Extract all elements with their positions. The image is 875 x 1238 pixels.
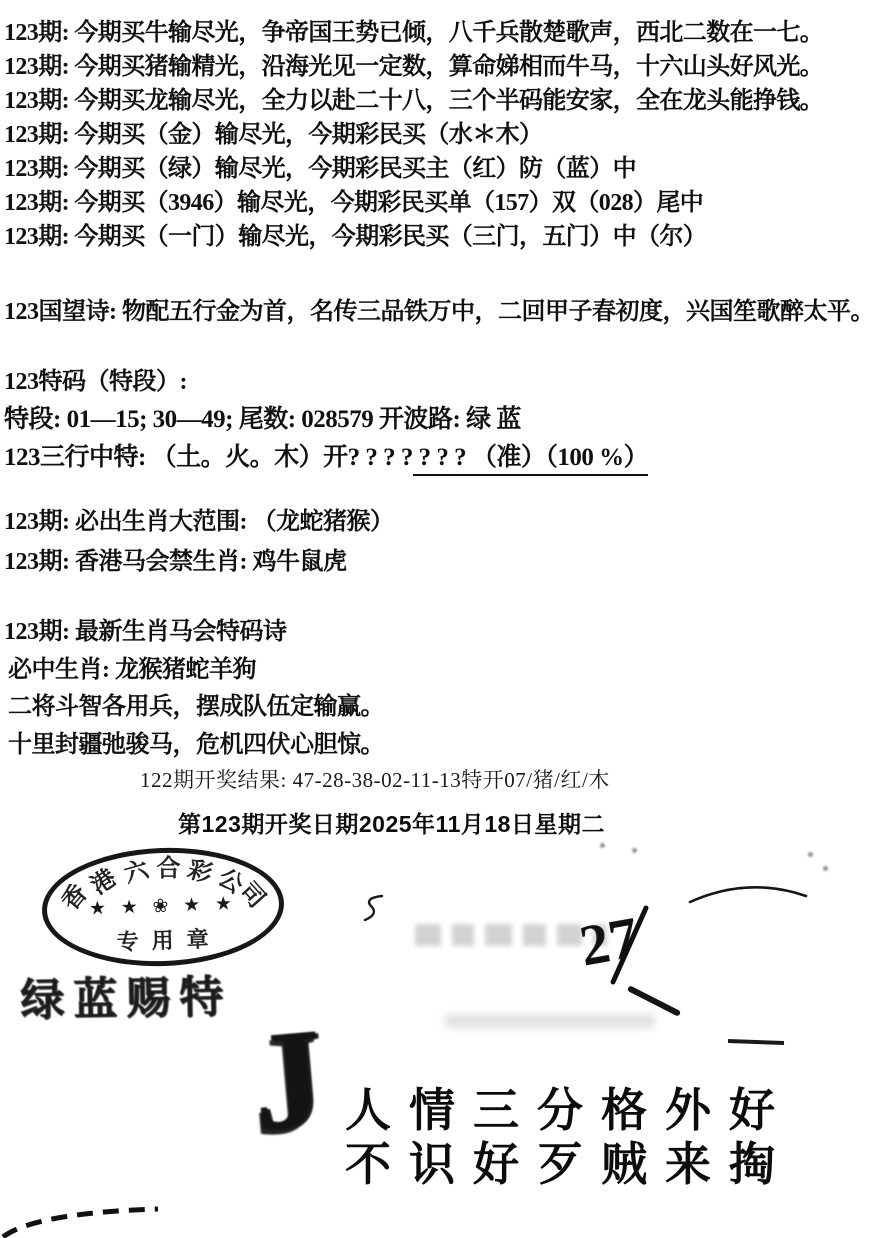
zodiac-poem-title: 123期: 最新生肖马会特码诗 <box>4 619 287 645</box>
ink-speck <box>632 848 637 853</box>
three-row-underlined: ? ? ? （准）（100 %） <box>413 444 648 476</box>
previous-draw-result: 122期开奖结果: 47-28-38-02-11-13特开07/猪/红/木 <box>140 768 610 792</box>
special-code-heading: 123特码（特段）: <box>4 369 187 395</box>
pen-arc-stroke <box>688 882 808 908</box>
ink-blot-j: J <box>245 997 330 1161</box>
ink-speck <box>600 843 605 848</box>
guowang-poem-line: 123国望诗: 物配五行金为首，名传三品铁万中，二回甲子春初度，兴国笙歌醉太平。 <box>4 299 874 325</box>
faded-char-blob <box>523 924 546 946</box>
horizontal-pen-stroke <box>728 1039 784 1045</box>
tip-line: 123期: 今期买牛输尽光，争帝国王势已倾，八千兵散楚歌声，西北二数在一七。 <box>4 20 824 46</box>
stamp-arc-char: 司 <box>234 877 271 914</box>
stamp-stars-flower-row: ★ ★ ❀ ★ ★ <box>88 893 238 920</box>
three-row-special-line <box>4 442 648 474</box>
tip-line: 123期: 今期买（3946）输尽光，今期彩民买单（157）双（028）尾中 <box>4 190 704 216</box>
tip-line: 123期: 今期买（一门）输尽光，今期彩民买（三门，五门）中（尔） <box>4 224 707 250</box>
stamp-arc-char: 合 <box>156 854 181 882</box>
zodiac-poem-line-2: 十里封疆弛骏马，危机四伏心胆惊。 <box>8 732 384 758</box>
ink-speck <box>808 852 813 857</box>
stamp-arc-char: 六 <box>121 856 152 889</box>
must-out-zodiac-line: 123期: 必出生肖大范围: （龙蛇猪猴） <box>4 509 394 535</box>
diagonal-pen-stroke <box>627 985 681 1017</box>
dashed-curve-stroke <box>0 1196 170 1238</box>
footer-slogan-line-1: 人情三分格外好 <box>345 1084 793 1136</box>
company-oval-stamp <box>40 844 286 970</box>
banned-zodiac-line: 123期: 香港马会禁生肖: 鸡牛鼠虎 <box>4 549 347 575</box>
faded-char-blob <box>452 924 474 946</box>
stamp-arc-char: 港 <box>86 864 122 901</box>
zodiac-poem-line-1: 二将斗智各用兵，摆成队伍定输赢。 <box>8 694 384 720</box>
faded-char-blob <box>415 924 441 946</box>
must-hit-zodiac-line: 必中生肖: 龙猴猪蛇羊狗 <box>8 657 256 683</box>
stamp-arc-char: 彩 <box>184 855 216 889</box>
tip-line: 123期: 今期买（金）输尽光，今期彩民买（水＊木） <box>4 122 543 148</box>
tip-line: 123期: 今期买猪输精光，沿海光见一定数，算命娣相而牛马，十六山头好风光。 <box>4 54 824 80</box>
special-segment-line: 特段: 01—15; 30—49; 尾数: 028579 开波路: 绿 蓝 <box>4 406 521 433</box>
pen-squiggle-mark <box>360 893 386 923</box>
tip-lines-block <box>0 16 875 254</box>
stamp-arc-char: 香 <box>56 879 93 916</box>
draw-date-line: 第123期开奖日期2025年11月18日星期二 <box>178 811 605 837</box>
three-row-prefix: 123三行中特: （土。火。木）开? ? ? ? <box>4 444 413 471</box>
tip-line: 123期: 今期买（绿）输尽光，今期彩民买主（红）防（蓝）中 <box>4 156 636 182</box>
stamp-bottom-text: 专用章 <box>116 925 223 955</box>
footer-slogan-line-2: 不识好歹贼来掏 <box>345 1138 793 1190</box>
stamp-arc-char: 公 <box>213 863 248 900</box>
handwritten-number-mark: 27 <box>574 904 644 979</box>
ink-speck <box>823 866 828 871</box>
faded-char-blob <box>485 924 512 946</box>
gray-smudge <box>445 1014 655 1028</box>
tip-line: 123期: 今期买龙输尽光，全力以赴二十八，三个半码能安家，全在龙头能挣钱。 <box>4 88 824 114</box>
handwritten-green-blue-note: 绿蓝赐特 <box>19 972 233 1025</box>
